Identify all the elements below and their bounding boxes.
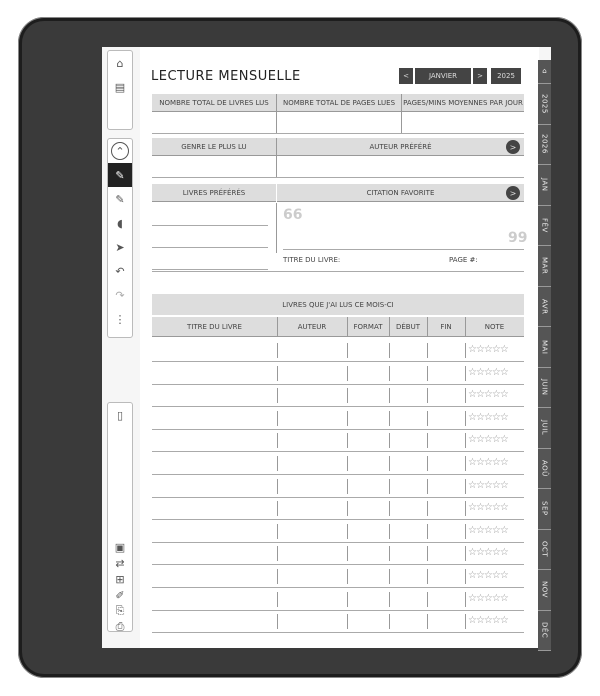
divider bbox=[277, 569, 278, 584]
divider bbox=[427, 479, 428, 494]
divider bbox=[277, 456, 278, 471]
column-header: FIN bbox=[427, 317, 465, 337]
month-nav bbox=[399, 68, 521, 84]
divider bbox=[389, 433, 390, 448]
redo-icon[interactable]: ↷ bbox=[115, 288, 125, 302]
tab-12[interactable]: NOV bbox=[538, 570, 551, 611]
divider bbox=[347, 569, 348, 584]
column-header: NOTE bbox=[465, 317, 524, 337]
fav-books-header: LIVRES PRÉFÉRÉS bbox=[152, 184, 276, 202]
rating-stars[interactable]: ☆☆☆☆☆ bbox=[468, 457, 508, 468]
divider bbox=[389, 524, 390, 539]
divider bbox=[465, 479, 466, 494]
notebook-icon[interactable]: ▤ bbox=[114, 80, 126, 94]
divider bbox=[465, 546, 466, 561]
table-row[interactable] bbox=[152, 406, 524, 407]
undo-icon[interactable]: ↶ bbox=[115, 264, 125, 278]
divider bbox=[427, 456, 428, 471]
prev-month-button[interactable]: < bbox=[399, 68, 413, 84]
divider bbox=[277, 524, 278, 539]
divider bbox=[276, 94, 277, 134]
divider bbox=[152, 177, 524, 178]
divider bbox=[347, 411, 348, 426]
divider bbox=[465, 456, 466, 471]
month-label[interactable]: JANVIER bbox=[415, 68, 471, 84]
divider bbox=[152, 133, 524, 134]
divider bbox=[465, 388, 466, 403]
divider bbox=[277, 592, 278, 607]
divider bbox=[389, 479, 390, 494]
table-row[interactable] bbox=[152, 429, 524, 430]
divider bbox=[427, 501, 428, 516]
table-row[interactable] bbox=[152, 564, 524, 565]
pen-toolbar bbox=[107, 138, 133, 338]
pen-tool-icon[interactable]: ✎ bbox=[108, 163, 132, 187]
divider bbox=[347, 388, 348, 403]
attach-icon[interactable]: ✐ bbox=[115, 588, 125, 602]
quote-open-mark: 66 bbox=[283, 207, 303, 223]
divider bbox=[277, 366, 278, 381]
tab-5[interactable]: AVR bbox=[538, 287, 551, 328]
divider bbox=[427, 388, 428, 403]
divider bbox=[347, 479, 348, 494]
divider bbox=[465, 569, 466, 584]
divider bbox=[347, 317, 348, 337]
divider bbox=[347, 456, 348, 471]
quote-header: CITATION FAVORITE bbox=[277, 184, 524, 202]
divider bbox=[427, 343, 428, 358]
total-pages-header: NOMBRE TOTAL DE PAGES LUES bbox=[277, 94, 401, 112]
book-line bbox=[152, 247, 268, 248]
divider bbox=[347, 592, 348, 607]
tab-1[interactable]: 2026 bbox=[538, 125, 551, 166]
tab-6[interactable]: MAI bbox=[538, 327, 551, 368]
divider bbox=[389, 501, 390, 516]
divider bbox=[465, 317, 466, 337]
genre-header: GENRE LE PLUS LU bbox=[152, 138, 276, 156]
tab-0[interactable]: 2025 bbox=[538, 84, 551, 125]
divider bbox=[465, 614, 466, 629]
divider bbox=[389, 343, 390, 358]
divider bbox=[389, 456, 390, 471]
divider bbox=[389, 317, 390, 337]
divider bbox=[276, 138, 277, 178]
rating-stars[interactable]: ☆☆☆☆☆ bbox=[468, 547, 508, 559]
home-tab[interactable]: ⌂ bbox=[538, 60, 551, 84]
book-title-label: TITRE DU LIVRE: bbox=[283, 256, 341, 264]
divider bbox=[427, 366, 428, 381]
divider bbox=[427, 411, 428, 426]
table-row[interactable] bbox=[152, 361, 524, 362]
rating-stars[interactable]: ☆☆☆☆☆ bbox=[468, 366, 508, 378]
table-row[interactable] bbox=[152, 542, 524, 543]
column-header: TITRE DU LIVRE bbox=[152, 317, 277, 337]
tab-3[interactable]: FÉV bbox=[538, 206, 551, 247]
new-page-icon[interactable]: ▯ bbox=[116, 408, 124, 422]
author-arrow-button[interactable]: > bbox=[506, 140, 520, 154]
rating-stars[interactable]: ☆☆☆☆☆ bbox=[468, 615, 508, 627]
divider bbox=[427, 317, 428, 337]
tab-9[interactable]: AOÛ bbox=[538, 449, 551, 490]
page-toolbar bbox=[107, 402, 133, 632]
divider bbox=[277, 433, 278, 448]
divider bbox=[465, 501, 466, 516]
divider bbox=[347, 614, 348, 629]
divider bbox=[427, 592, 428, 607]
highlighter-icon[interactable]: ✎ bbox=[115, 192, 125, 206]
divider bbox=[276, 203, 277, 253]
divider bbox=[389, 569, 390, 584]
more-icon[interactable]: ⋮ bbox=[114, 312, 126, 326]
divider bbox=[427, 524, 428, 539]
divider bbox=[347, 501, 348, 516]
tab-13[interactable]: DÉC bbox=[538, 611, 551, 652]
export-icon[interactable]: ⎘ bbox=[115, 604, 125, 617]
table-row[interactable] bbox=[152, 384, 524, 385]
tab-4[interactable]: MAR bbox=[538, 246, 551, 287]
author-header: AUTEUR PRÉFÉRÉ bbox=[277, 138, 524, 156]
divider bbox=[389, 388, 390, 403]
quote-close-mark: 99 bbox=[508, 230, 528, 246]
divider bbox=[277, 546, 278, 561]
rating-stars[interactable]: ☆☆☆☆☆ bbox=[468, 389, 508, 401]
divider bbox=[277, 479, 278, 494]
quote-line bbox=[283, 249, 524, 250]
table-row[interactable] bbox=[152, 474, 524, 475]
divider bbox=[389, 592, 390, 607]
divider bbox=[347, 343, 348, 358]
divider bbox=[389, 546, 390, 561]
divider bbox=[347, 524, 348, 539]
divider bbox=[465, 433, 466, 448]
list-title: LIVRES QUE J'AI LUS CE MOIS-CI bbox=[152, 294, 524, 316]
column-header: AUTEUR bbox=[277, 317, 347, 337]
divider bbox=[277, 343, 278, 358]
divider bbox=[277, 614, 278, 629]
share-icon[interactable]: ⇄ bbox=[115, 556, 125, 570]
table-row[interactable] bbox=[152, 497, 524, 498]
divider bbox=[427, 433, 428, 448]
tab-2[interactable]: JAN bbox=[538, 165, 551, 206]
rating-stars[interactable]: ☆☆☆☆☆ bbox=[468, 344, 508, 355]
book-line bbox=[152, 225, 268, 226]
divider bbox=[277, 388, 278, 403]
rating-stars[interactable]: ☆☆☆☆☆ bbox=[468, 434, 508, 446]
divider bbox=[277, 411, 278, 426]
divider bbox=[152, 271, 524, 272]
divider bbox=[401, 94, 402, 134]
divider bbox=[389, 411, 390, 426]
divider bbox=[347, 366, 348, 381]
year-button[interactable]: 2025 bbox=[491, 68, 521, 84]
divider bbox=[465, 411, 466, 426]
total-books-header: NOMBRE TOTAL DE LIVRES LUS bbox=[152, 94, 276, 112]
table-row[interactable] bbox=[152, 610, 524, 611]
table-row[interactable] bbox=[152, 451, 524, 452]
divider bbox=[277, 501, 278, 516]
book-line bbox=[152, 269, 268, 270]
divider bbox=[465, 524, 466, 539]
tab-11[interactable]: OCT bbox=[538, 530, 551, 571]
table-row[interactable] bbox=[152, 632, 524, 633]
rating-stars[interactable]: ☆☆☆☆☆ bbox=[468, 570, 508, 581]
home-icon[interactable]: ⌂ bbox=[116, 56, 124, 70]
divider bbox=[427, 546, 428, 561]
divider bbox=[427, 569, 428, 584]
divider bbox=[465, 592, 466, 607]
rating-stars[interactable]: ☆☆☆☆☆ bbox=[468, 592, 508, 604]
divider bbox=[465, 343, 466, 358]
month-tabs bbox=[538, 60, 551, 651]
tab-8[interactable]: JUIL bbox=[538, 408, 551, 449]
planner-page bbox=[140, 47, 539, 648]
next-month-button[interactable]: > bbox=[473, 68, 487, 84]
divider bbox=[465, 366, 466, 381]
tab-10[interactable]: SEP bbox=[538, 489, 551, 530]
column-header: FORMAT bbox=[347, 317, 389, 337]
divider bbox=[427, 614, 428, 629]
avg-pages-header: PAGES/MINS MOYENNES PAR JOUR bbox=[402, 94, 524, 112]
tab-7[interactable]: JUIN bbox=[538, 368, 551, 409]
page-title: LECTURE MENSUELLE bbox=[151, 69, 301, 84]
column-header: DÉBUT bbox=[389, 317, 427, 337]
rating-stars[interactable]: ☆☆☆☆☆ bbox=[468, 411, 508, 423]
divider bbox=[347, 433, 348, 448]
eraser-icon[interactable]: ◖ bbox=[117, 216, 123, 230]
page-settings-icon[interactable]: ▣ bbox=[114, 540, 126, 554]
divider bbox=[347, 546, 348, 561]
page-icon[interactable]: ⎙ bbox=[115, 620, 125, 633]
divider bbox=[389, 366, 390, 381]
table-row[interactable] bbox=[152, 519, 524, 520]
rating-stars[interactable]: ☆☆☆☆☆ bbox=[468, 479, 508, 491]
rating-stars[interactable]: ☆☆☆☆☆ bbox=[468, 502, 508, 514]
collapse-chevron-icon[interactable]: ⌃ bbox=[108, 139, 132, 163]
rating-stars[interactable]: ☆☆☆☆☆ bbox=[468, 524, 508, 536]
grid-view-icon[interactable]: ⊞ bbox=[115, 572, 125, 586]
divider bbox=[277, 317, 278, 337]
quote-arrow-button[interactable]: > bbox=[506, 186, 520, 200]
top-toolbar bbox=[107, 50, 133, 130]
table-row[interactable] bbox=[152, 587, 524, 588]
lasso-icon[interactable]: ➤ bbox=[115, 240, 125, 254]
page-number-label: PAGE #: bbox=[449, 256, 478, 264]
divider bbox=[389, 614, 390, 629]
